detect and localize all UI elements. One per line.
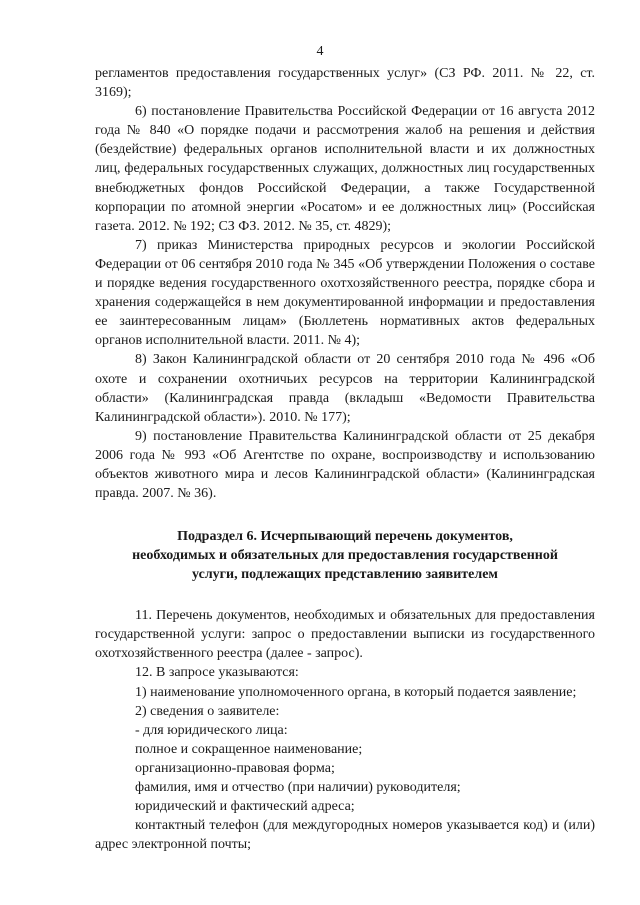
paragraph: 1) наименование уполномоченного органа, в который подается заявление; (135, 684, 577, 700)
paragraph: 6) постановление Правительства Российской Федерации от 16 августа 2012 года № 840 «О порядке подачи и рассмотрения жалоб на решения и действия (бездействие) федеральных органов исполнительной власти и их должностных лиц, федеральных государственных служащих, должностных лиц государственных внебюджетных фондов Российской Федерации, а также Государственной корпорации по атомной энергии «Росатом» и ее должностных лиц» (Российская газета. 2012. № 192; СЗ ФЗ. 2012. № 35, ст. 4829); (95, 104, 595, 234)
paragraph: 2) сведения о заявителе: (135, 703, 280, 719)
paragraph: - для юридического лица: (135, 722, 288, 738)
paragraph: 7) приказ Министерства природных ресурсов и экологии Российской Федерации от 06 сентября 2010 года № 345 «Об утверждении Положения о составе и порядке ведения государственного охотхозяйственного реестра, порядке сбора и хранения содержащейся в нем документированной информации и предоставления ее заинтересованным лицам» (Бюллетень нормативных актов федеральных органов исполнительной власти. 2011. № 4); (95, 237, 595, 349)
paragraph: 11. Перечень документов, необходимых и обязательных для предоставления государственной услуги: запрос о предоставлении выписки из государственного охотхозяйственного реестра (далее - запрос). (95, 608, 595, 662)
paragraph: 12. В запросе указываются: (135, 665, 299, 681)
paragraph: фамилия, имя и отчество (при наличии) руководителя; (135, 780, 461, 795)
heading-line: Подраздел 6. Исчерпывающий перечень документов, (177, 529, 513, 545)
paragraph: организационно-правовая форма; (135, 760, 335, 776)
heading-line: услуги, подлежащих представлению заявителем (192, 567, 498, 583)
document-body (95, 64, 595, 854)
paragraph: 8) Закон Калининградской области от 20 сентября 2010 года № 496 «Об охоте и сохранении охотничьих ресурсов на территории Калининградской области» (Калининградская правда (вкладыш «Ведомости Правительства Калининградской области»). 2010. № 177); (95, 352, 595, 425)
paragraph: полное и сокращенное наименование; (135, 741, 363, 757)
heading-line: необходимых и обязательных для предоставления государственной (132, 548, 558, 564)
section-heading (95, 527, 595, 584)
paragraph: контактный телефон (для междугородных номеров указывается код) и (или) адрес электронной почты; (95, 818, 595, 853)
paragraph: 9) постановление Правительства Калининградской области от 25 декабря 2006 года № 993 «Об Агентстве по охране, воспроизводству и использованию объектов животного мира и лесов Калининградской области» (Калининградская правда. 2007. № 36). (95, 428, 595, 502)
paragraph: юридический и фактический адреса; (135, 799, 355, 815)
page-number: 4 (316, 44, 324, 59)
paragraph: регламентов предоставления государственных услуг» (СЗ РФ. 2011. № 22, ст. 3169); (95, 66, 595, 101)
